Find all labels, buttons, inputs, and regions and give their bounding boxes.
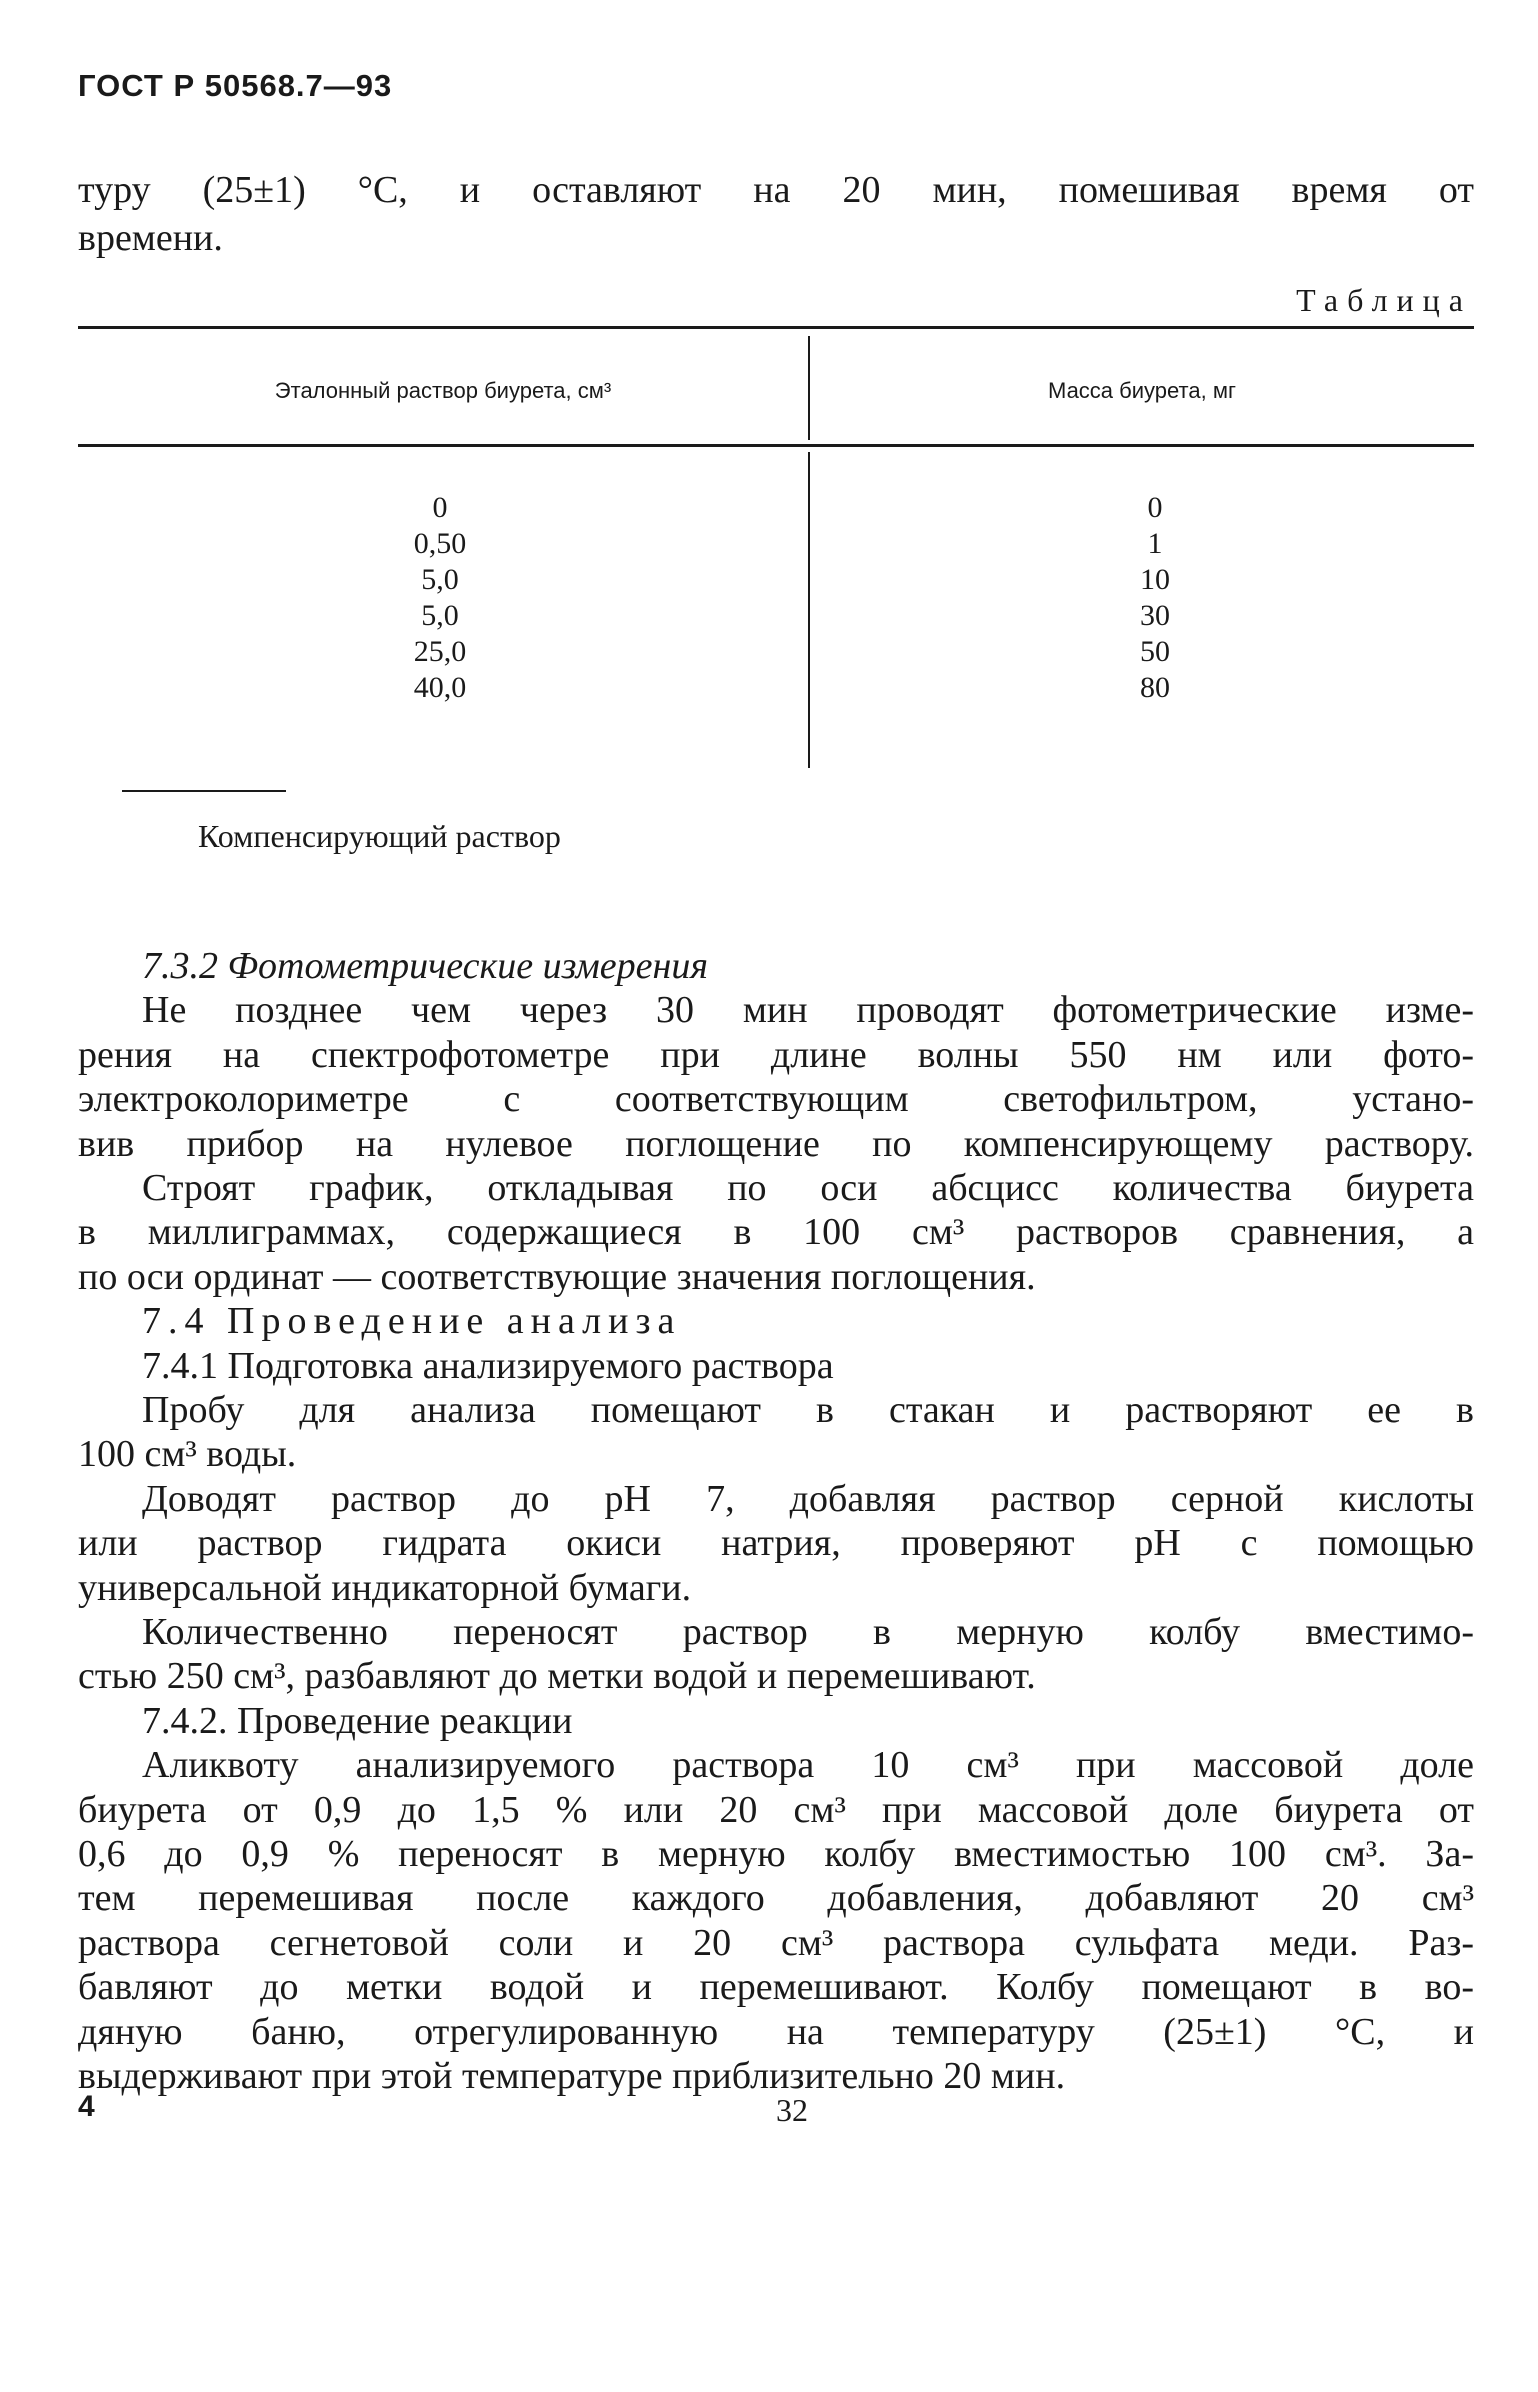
body-line: Количественно переносят раствор в мерную колбу вместимо-: [142, 1611, 1474, 1653]
body-line: рения на спектрофотометре при длине волны 550 нм или фото-: [78, 1034, 1474, 1076]
body-line: тем перемешивая после каждого добавления, добавляют 20 см³: [78, 1877, 1474, 1919]
body-line: Строят график, откладывая по оси абсцисс количества биурета: [142, 1167, 1474, 1209]
body-line: биурета от 0,9 до 1,5 % или 20 см³ при массовой доле биурета от: [78, 1789, 1474, 1831]
body-line: универсальной индикаторной бумаги.: [78, 1567, 692, 1609]
table-top-rule: [78, 326, 1474, 329]
intro-line: туру (25±1) °С, и оставляют на 20 мин, помешивая время от: [78, 169, 1474, 211]
table-caption: Таблица: [1296, 282, 1472, 318]
table-cell: 25,0: [413, 635, 467, 668]
table-cell: 0: [1147, 491, 1163, 524]
body-line: 7.4.1 Подготовка анализируемого раствора: [142, 1345, 834, 1387]
document-code-header: ГОСТ Р 50568.7—93: [78, 68, 393, 103]
body-line: электроколориметре с соответствующим светофильтром, устано-: [78, 1078, 1474, 1120]
body-line: по оси ординат — соответствующие значения поглощения.: [78, 1256, 1036, 1298]
body-line: Доводят раствор до pH 7, добавляя раствор серной кислоты: [142, 1478, 1474, 1520]
table-cell: 50: [1140, 635, 1170, 668]
table-column-standard-solution: [380, 490, 500, 706]
table-cell: 80: [1140, 671, 1170, 704]
table-cell: 5,0: [421, 563, 459, 596]
table-cell: 1: [1147, 527, 1163, 560]
table-cell: 5,0: [421, 599, 459, 632]
body-line: бавляют до метки водой и перемешивают. Колбу помещают в во-: [78, 1966, 1474, 2008]
body-line: Аликвоту анализируемого раствора 10 см³ при массовой доле: [142, 1744, 1474, 1786]
body-line: 7.3.2 Фотометрические измерения: [142, 945, 708, 987]
body-line: в миллиграммах, содержащиеся в 100 см³ растворов сравнения, а: [78, 1211, 1474, 1253]
table-cell: 10: [1140, 563, 1170, 596]
table-cell: 0: [432, 491, 448, 524]
body-line: стью 250 см³, разбавляют до метки водой и перемешивают.: [78, 1655, 1036, 1697]
body-line: раствора сегнетовой соли и 20 см³ раствора сульфата меди. Раз-: [78, 1922, 1474, 1964]
body-line: Не позднее чем через 30 мин проводят фотометрические изме-: [142, 989, 1474, 1031]
intro-line: времени.: [78, 217, 223, 259]
table-cell: 40,0: [413, 671, 467, 704]
body-line: или раствор гидрата окиси натрия, проверяют pH с помощью: [78, 1522, 1474, 1564]
body-line: 7.4.2. Проведение реакции: [142, 1700, 573, 1742]
body-line: 7.4 Проведение анализа: [142, 1300, 682, 1342]
table-header-standard-solution: Эталонный раствор биурета, см³: [274, 378, 612, 403]
table-cell: 30: [1140, 599, 1170, 632]
body-line: Пробу для анализа помещают в стакан и растворяют ее в: [142, 1389, 1474, 1431]
table-column-biuret-mass: [1095, 490, 1215, 706]
body-line: дяную баню, отрегулированную на температуру (25±1) °С, и: [78, 2011, 1474, 2053]
body-line: 0,6 до 0,9 % переносят в мерную колбу вместимостью 100 см³. За-: [78, 1833, 1474, 1875]
footnote-rule: [122, 790, 286, 792]
footer-left-number: 4: [78, 2090, 95, 2123]
table-header-rule: [78, 444, 1474, 447]
body-line: вив прибор на нулевое поглощение по компенсирующему раствору.: [78, 1123, 1474, 1165]
table-column-divider: [808, 452, 810, 768]
page-number: 32: [776, 2092, 808, 2128]
table-header-biuret-mass: Масса биурета, мг: [1048, 378, 1236, 403]
body-line: выдерживают при этой температуре приблизительно 20 мин.: [78, 2055, 1066, 2097]
table-cell: 0,50: [413, 527, 467, 560]
body-line: 100 см³ воды.: [78, 1433, 297, 1475]
table-note: Компенсирующий раствор: [198, 818, 561, 854]
